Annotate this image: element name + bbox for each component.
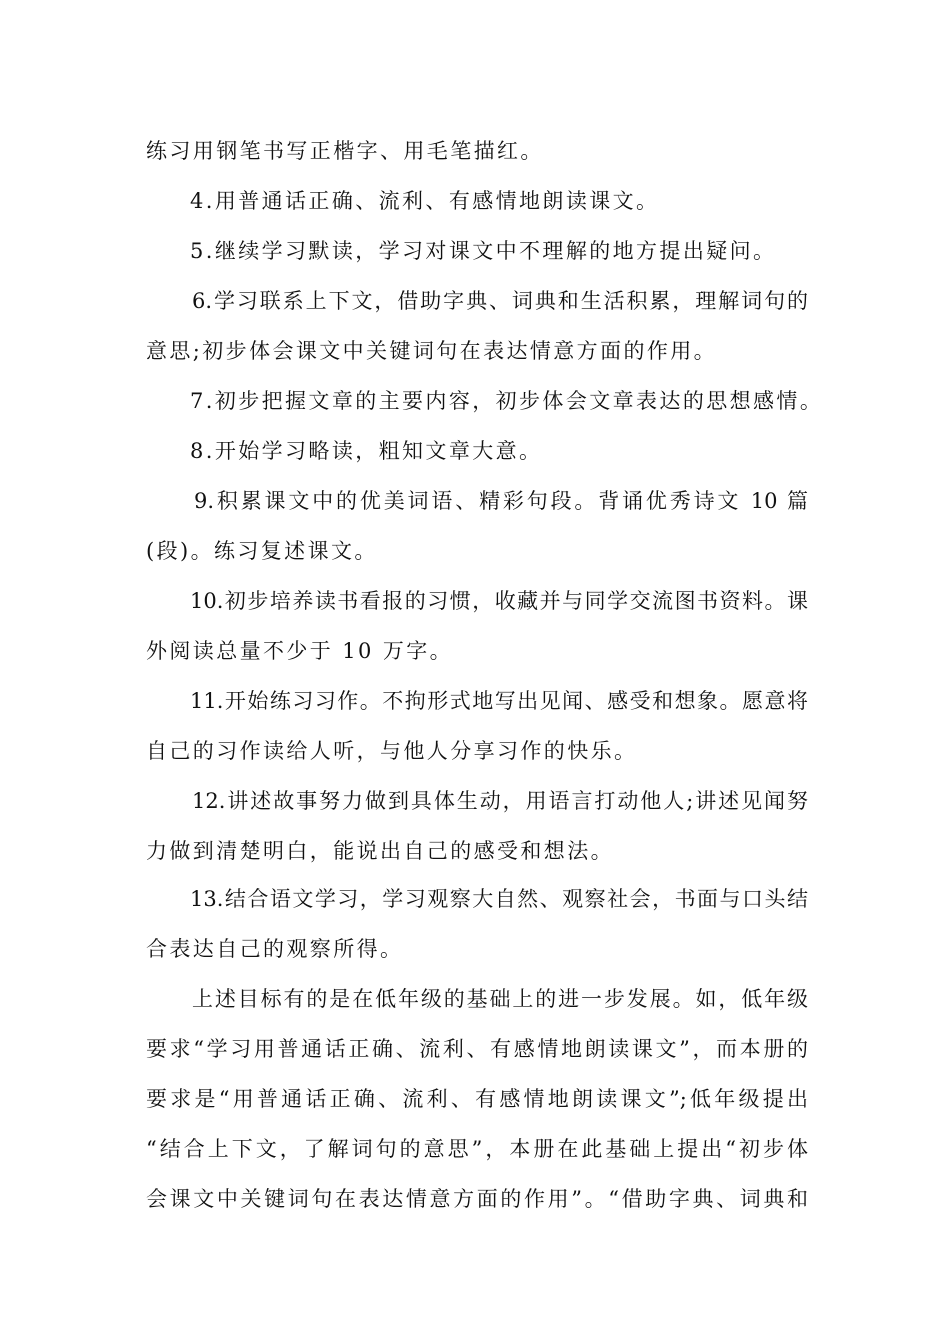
text-line: 4.用普通话正确、流利、有感情地朗读课文。 bbox=[190, 189, 660, 213]
text-line: 6.学习联系上下文，借助字典、词典和生活积累，理解词句的 bbox=[192, 289, 808, 313]
text-line: 会课文中关键词句在表达情意方面的作用”。“借助字典、词典和 bbox=[146, 1187, 808, 1211]
text-line: 11.开始练习习作。不拘形式地写出见闻、感受和想象。愿意将 bbox=[190, 689, 808, 713]
text-line: 10.初步培养读书看报的习惯，收藏并与同学交流图书资料。课 bbox=[190, 589, 808, 613]
text-line: 12.讲述故事努力做到具体生动，用语言打动他人;讲述见闻努 bbox=[192, 789, 808, 813]
text-line: 要求是“用普通话正确、流利、有感情地朗读课文”;低年级提出 bbox=[146, 1087, 808, 1111]
text-line: 要求“学习用普通话正确、流利、有感情地朗读课文”，而本册的 bbox=[146, 1037, 808, 1061]
text-line: 合表达自己的观察所得。 bbox=[146, 937, 404, 961]
text-line: 上述目标有的是在低年级的基础上的进一步发展。如，低年级 bbox=[192, 987, 808, 1011]
text-line: 9.积累课文中的优美词语、精彩句段。背诵优秀诗文 10 篇 bbox=[194, 489, 808, 513]
text-line: 5.继续学习默读，学习对课文中不理解的地方提出疑问。 bbox=[190, 239, 777, 263]
text-line: 练习用钢笔书写正楷字、用毛笔描红。 bbox=[146, 139, 544, 163]
text-line: “结合上下文，了解词句的意思”，本册在此基础上提出“初步体 bbox=[146, 1137, 808, 1161]
text-line: 外阅读总量不少于 10 万字。 bbox=[146, 639, 454, 663]
text-line: 意思;初步体会课文中关键词句在表达情意方面的作用。 bbox=[146, 339, 718, 363]
text-line: 力做到清楚明白，能说出自己的感受和想法。 bbox=[146, 839, 614, 863]
text-line: 8.开始学习略读，粗知文章大意。 bbox=[190, 439, 543, 463]
text-line: 13.结合语文学习，学习观察大自然、观察社会，书面与口头结 bbox=[190, 887, 808, 911]
text-line: 自己的习作读给人听，与他人分享习作的快乐。 bbox=[146, 739, 638, 763]
text-line: 7.初步把握文章的主要内容，初步体会文章表达的思想感情。 bbox=[190, 389, 824, 413]
text-line: (段)。练习复述课文。 bbox=[146, 539, 378, 563]
